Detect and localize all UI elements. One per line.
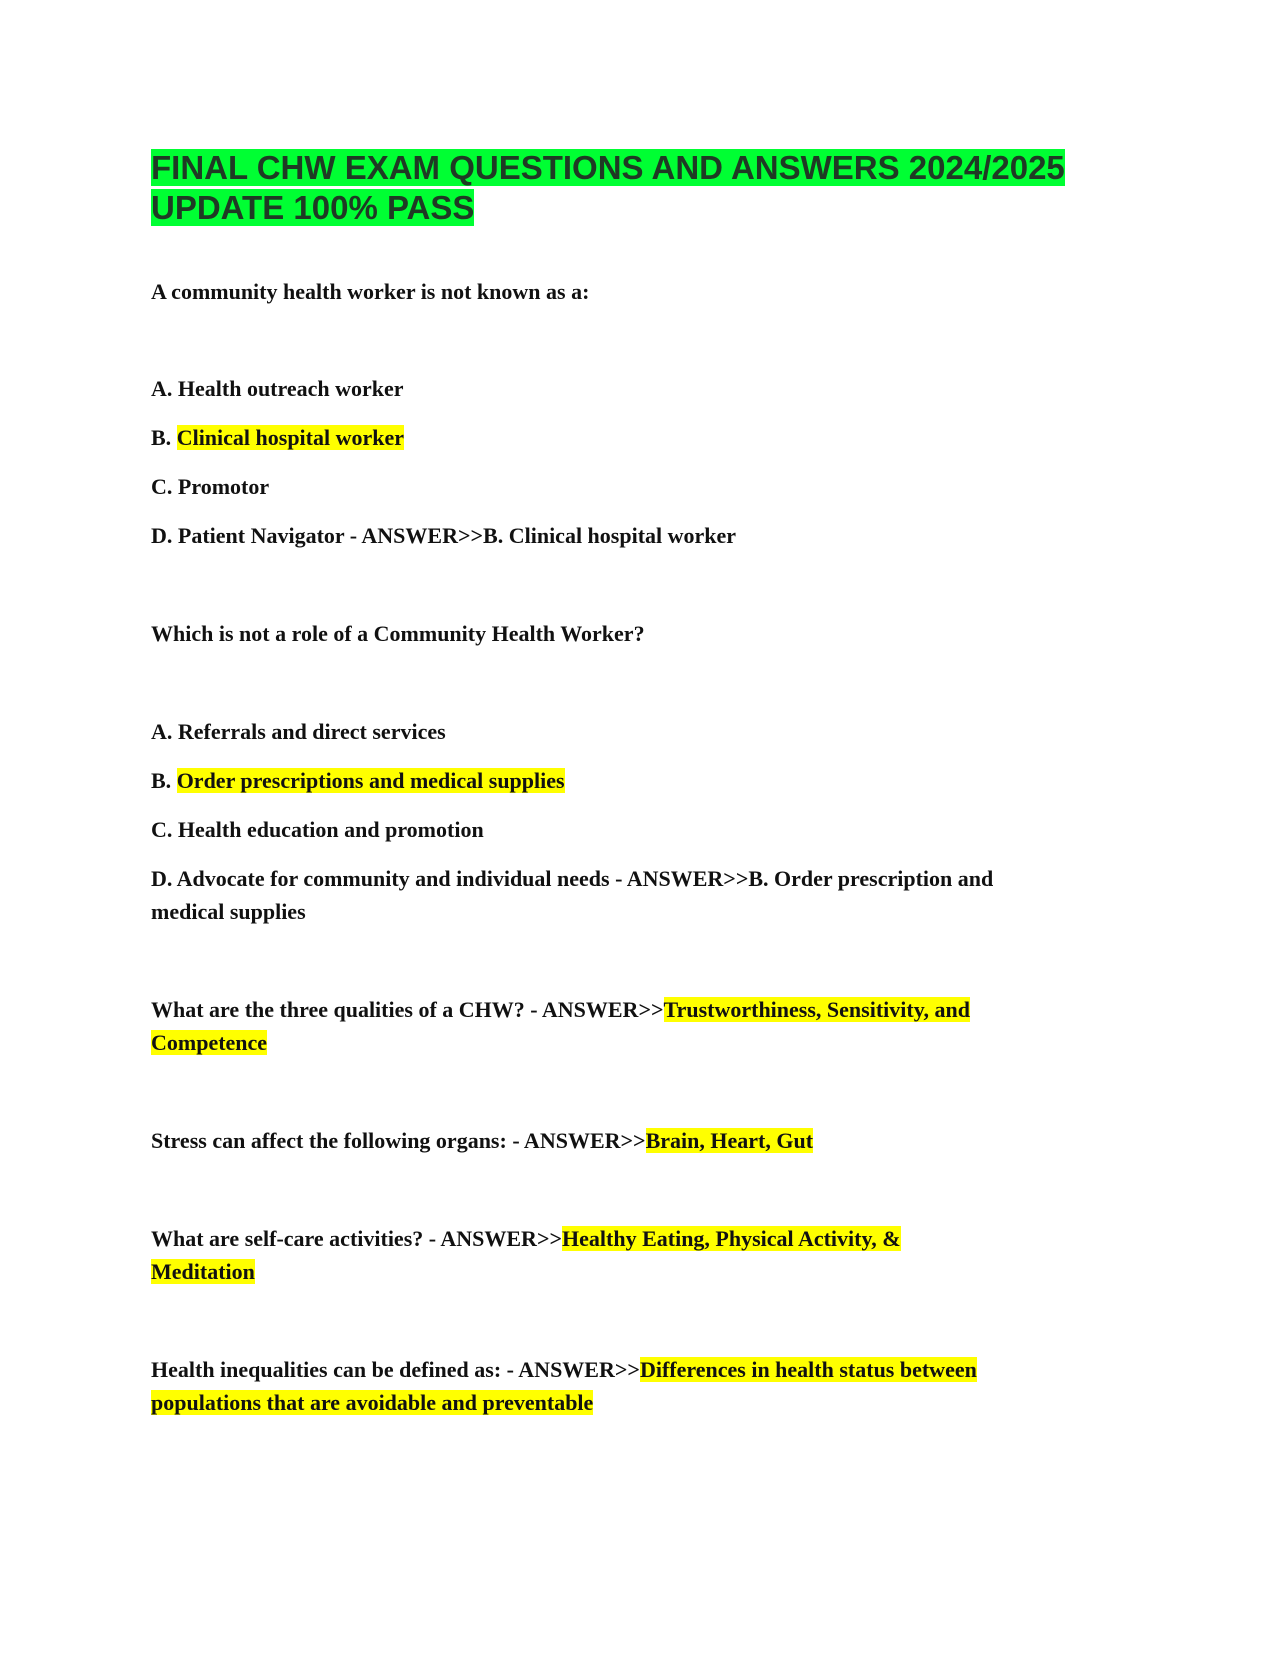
q2-option-a: A. Referrals and direct services	[151, 719, 446, 744]
document-title	[151, 148, 1111, 228]
q3-answer-line-1: Trustworthiness, Sensitivity, and	[663, 997, 970, 1022]
question-2: Which is not a role of a Community Health Worker?	[151, 621, 645, 646]
q6-answer-line-1: Differences in health status between	[639, 1357, 977, 1382]
question-6	[151, 1354, 977, 1386]
q4-answer: Brain, Heart, Gut	[645, 1128, 814, 1153]
q6-answer-line-2: populations that are avoidable and preventable	[151, 1390, 594, 1415]
q5-answer-line-2-row	[151, 1256, 255, 1288]
q5-answer-line-2: Meditation	[151, 1259, 255, 1284]
q5-question: What are self-care activities? - ANSWER>>	[151, 1226, 563, 1251]
title-line-2: UPDATE 100% PASS	[151, 189, 475, 226]
q3-question: What are the three qualities of a CHW? - ANSWER>>	[151, 997, 664, 1022]
q2-option-b-highlight: Order prescriptions and medical supplies	[176, 768, 565, 793]
question-4	[151, 1125, 813, 1157]
q2-option-d-line-2: medical supplies	[151, 899, 306, 924]
question-1: A community health worker is not known as a:	[151, 279, 590, 304]
q6-question: Health inequalities can be defined as: - ANSWER>>	[151, 1357, 640, 1382]
title-line-1: FINAL CHW EXAM QUESTIONS AND ANSWERS 2024/2025	[151, 149, 1065, 186]
q1-option-a: A. Health outreach worker	[151, 376, 404, 401]
q1-option-b	[151, 422, 404, 454]
question-3	[151, 994, 970, 1026]
q2-option-d-line-1: D. Advocate for community and individual needs - ANSWER>>B. Order prescription and	[151, 866, 994, 891]
q6-answer-line-2-row	[151, 1387, 593, 1419]
q2-option-b-prefix: B.	[151, 768, 177, 793]
q5-answer-line-1: Healthy Eating, Physical Activity, &	[562, 1226, 901, 1251]
q4-question: Stress can affect the following organs: - ANSWER>>	[151, 1128, 646, 1153]
q3-answer-line-2: Competence	[151, 1030, 268, 1055]
q2-option-c: C. Health education and promotion	[151, 817, 484, 842]
q1-option-d: D. Patient Navigator - ANSWER>>B. Clinical hospital worker	[151, 523, 737, 548]
q1-option-b-prefix: B.	[151, 425, 177, 450]
q1-option-b-highlight: Clinical hospital worker	[176, 425, 405, 450]
q2-option-b	[151, 765, 565, 797]
q1-option-c: C. Promotor	[151, 474, 270, 499]
question-5	[151, 1223, 901, 1255]
q3-answer-line-2-row	[151, 1027, 267, 1059]
